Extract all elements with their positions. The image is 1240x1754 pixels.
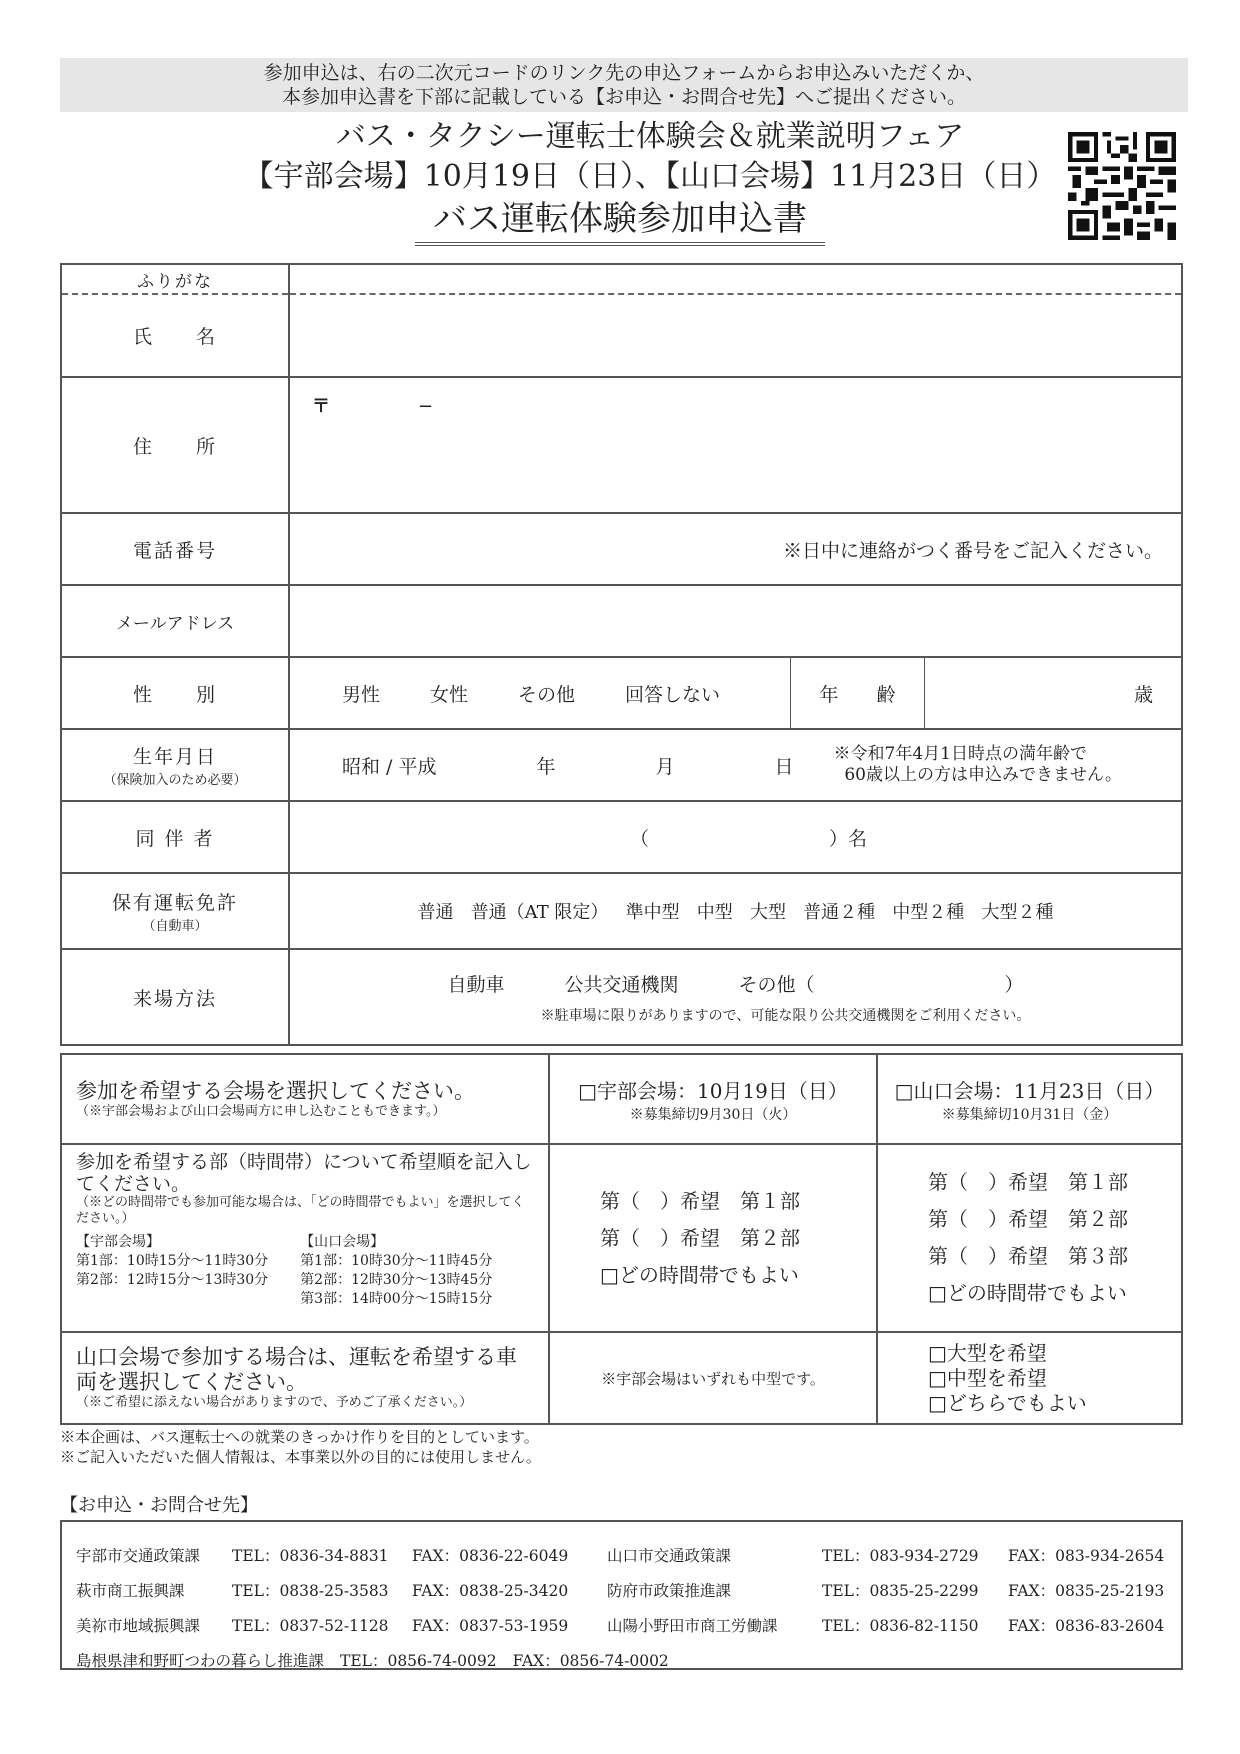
phone-label: 電話番号	[61, 513, 289, 585]
email-field[interactable]	[289, 585, 1182, 657]
license-option[interactable]: 中型	[696, 902, 733, 923]
vehicle-question	[61, 1332, 549, 1424]
contact-fax: FAX：0837-53-1959	[412, 1617, 569, 1635]
contact-heading: 【お申込・お問合せ先】	[60, 1495, 258, 1516]
timeslot-question-note: （※どの時間帯でも参加可能な場合は、「どの時間帯でもよい」を選択してください。）	[76, 1195, 525, 1226]
license-label	[61, 873, 289, 949]
notice-line-2: 本参加申込書を下部に記載している【お申込・お問合せ先】へご提出ください。	[281, 86, 966, 108]
yamaguchi-preferences	[877, 1144, 1182, 1332]
age-unit: 歳	[1133, 683, 1153, 706]
phone-field[interactable]	[289, 513, 1182, 585]
ube-pref-any[interactable]: □どの時間帯でもよい	[600, 1262, 799, 1287]
license-option[interactable]: 普通（AT 限定）	[470, 902, 609, 923]
yamaguchi-deadline: ※募集締切10月31日（金）	[941, 1106, 1118, 1123]
companion-open: （	[630, 827, 650, 850]
dob-label-text: 生年月日	[132, 746, 217, 768]
contact-org: 美祢市地域振興課	[76, 1617, 201, 1635]
contact-org: 防府市政策推進課	[607, 1582, 732, 1600]
gender-option-no-answer[interactable]: 回答しない	[625, 683, 721, 706]
footnotes	[60, 1427, 541, 1467]
visit-label: 来場方法	[61, 949, 289, 1045]
venue-option-ube[interactable]	[549, 1054, 877, 1144]
contact-fax: FAX：0836-22-6049	[412, 1547, 569, 1565]
ube-times	[76, 1233, 284, 1309]
yamaguchi-pref-2[interactable]: 第（ ）希望 第２部	[928, 1207, 1128, 1231]
yamaguchi-time-slot: 第2部：12時30分〜13時45分	[300, 1272, 493, 1288]
ube-pref-2[interactable]: 第（ ）希望 第２部	[600, 1225, 800, 1250]
timeslot-question	[61, 1144, 549, 1332]
contact-fax: FAX：083-934-2654	[1008, 1547, 1165, 1565]
yamaguchi-times	[300, 1233, 508, 1309]
dob-era[interactable]: 昭和 / 平成	[342, 755, 437, 778]
gender-label: 性 別	[61, 657, 289, 729]
venue-option-yamaguchi[interactable]	[877, 1054, 1182, 1144]
visit-option-car[interactable]: 自動車	[447, 973, 505, 996]
address-label: 住 所	[61, 377, 289, 513]
contact-org: 山口市交通政策課	[607, 1547, 732, 1565]
yamaguchi-times-title: 【山口会場】	[300, 1234, 385, 1250]
notice-line-1: 参加申込は、右の二次元コードのリンク先の申込フォームからお申込みいただくか、	[263, 62, 985, 84]
yamaguchi-time-slot: 第1部：10時30分〜11時45分	[300, 1253, 493, 1269]
age-label: 年 齢	[791, 658, 925, 728]
yamaguchi-pref-any[interactable]: □どの時間帯でもよい	[928, 1281, 1127, 1305]
contact-tel: TEL：0836-34-8831	[232, 1547, 389, 1565]
yamaguchi-checkbox-label[interactable]: □山口会場：11月23日（日）	[894, 1078, 1165, 1103]
form-title: バス運転体験参加申込書	[415, 198, 825, 246]
vehicle-options	[877, 1332, 1182, 1424]
dob-label	[61, 729, 289, 801]
contact-fax: FAX：0835-25-2193	[1008, 1582, 1165, 1600]
gender-option-male[interactable]: 男性	[342, 683, 381, 706]
dob-day: 日	[774, 755, 794, 778]
footnote: ※本企画は、バス運転士への就業のきっかけ作りを目的としています。	[60, 1428, 539, 1446]
yamaguchi-time-slot: 第3部：14時00分〜15時15分	[300, 1291, 493, 1307]
yamaguchi-pref-1[interactable]: 第（ ）希望 第１部	[928, 1170, 1128, 1194]
vehicle-question-text: 山口会場で参加する場合は、運転を希望する車両を選択してください。	[76, 1345, 517, 1394]
gender-option-other[interactable]: その他	[518, 683, 576, 706]
ube-time-slot: 第1部：10時15分〜11時30分	[76, 1253, 269, 1269]
event-title: バス・タクシー運転士体験会＆就業説明フェア	[335, 119, 965, 154]
vehicle-option-either[interactable]: □どちらでもよい	[928, 1390, 1087, 1415]
contact-tel: TEL：083-934-2729	[822, 1547, 979, 1565]
furigana-label: ふりがな	[61, 264, 289, 294]
venue-question-note: （※宇部会場および山口会場両方に申し込むこともできます。）	[76, 1103, 446, 1119]
license-option[interactable]: 大型	[749, 902, 786, 923]
license-sub-label: （自動車）	[142, 919, 208, 934]
dob-month: 月	[655, 755, 675, 778]
license-option[interactable]: 中型２種	[892, 902, 965, 923]
contact-tel: TEL：0835-25-2299	[822, 1582, 979, 1600]
visit-note: ※駐車場に限りがありますので、可能な限り公共交通機関をご利用ください。	[540, 1007, 1031, 1024]
dob-note	[834, 744, 1122, 786]
dob-note-line-1: ※令和7年4月1日時点の満年齢で	[833, 744, 1087, 764]
yamaguchi-pref-3[interactable]: 第（ ）希望 第３部	[928, 1244, 1128, 1268]
name-field[interactable]	[289, 294, 1182, 377]
postal-mark-icon: 〒	[312, 396, 330, 417]
license-option[interactable]: 準中型	[625, 902, 680, 923]
dob-year: 年	[536, 755, 556, 778]
ube-pref-1[interactable]: 第（ ）希望 第１部	[600, 1188, 800, 1213]
ube-times-title: 【宇部会場】	[76, 1234, 160, 1250]
vehicle-question-note: （※ご希望に添えない場合がありますので、予めご了承ください。）	[76, 1395, 473, 1410]
contact-fax: FAX：0836-83-2604	[1008, 1617, 1165, 1635]
contact-org: 宇部市交通政策課	[76, 1547, 201, 1565]
address-field[interactable]	[289, 377, 1182, 513]
ube-time-slot: 第2部：12時15分〜13時30分	[76, 1272, 269, 1288]
contact-tel: TEL：0837-52-1128	[232, 1617, 389, 1635]
companion-field[interactable]	[289, 801, 1182, 873]
contact-org: 山陽小野田市商工労働課	[607, 1617, 778, 1635]
license-options	[289, 873, 1182, 949]
venue-question-text: 参加を希望する会場を選択してください。	[76, 1078, 475, 1103]
furigana-field[interactable]	[289, 264, 1182, 294]
vehicle-option-large[interactable]: □大型を希望	[928, 1340, 1047, 1365]
license-option[interactable]: 普通２種	[803, 902, 876, 923]
visit-option-public-transit[interactable]: 公共交通機関	[564, 973, 679, 996]
dob-field[interactable]	[289, 729, 1182, 801]
license-label-text: 保有運転免許	[111, 892, 238, 914]
contact-tel: TEL：0836-82-1150	[822, 1617, 979, 1635]
venue-question	[61, 1054, 549, 1144]
ube-preferences	[549, 1144, 877, 1332]
qr-code-icon[interactable]	[1068, 132, 1176, 240]
event-dates: 【宇部会場】10月19日（日）、【山口会場】11月23日（日）	[243, 159, 1057, 194]
visit-option-other[interactable]: その他（ ）	[738, 973, 1024, 996]
vehicle-option-medium[interactable]: □中型を希望	[928, 1365, 1047, 1390]
phone-note: ※日中に連絡がつく番号をご記入ください。	[782, 539, 1163, 562]
venue-selection-table	[60, 1053, 1183, 1425]
ube-deadline: ※募集締切9月30日（火）	[629, 1106, 797, 1123]
license-option[interactable]: 普通	[417, 902, 454, 923]
contact-tel: TEL：0856-74-0092	[340, 1652, 497, 1670]
contacts-box	[60, 1520, 1183, 1670]
dob-sub-label: （保険加入のため必要）	[103, 773, 247, 788]
email-label: メールアドレス	[61, 585, 289, 657]
submission-notice	[60, 58, 1188, 112]
footnote: ※ご記入いただいた個人情報は、本事業以外の目的には使用しません。	[60, 1448, 541, 1466]
applicant-form	[60, 263, 1183, 1046]
license-option[interactable]: 大型２種	[981, 902, 1054, 923]
dob-note-line-2: 60歳以上の方は申込みできません。	[844, 765, 1122, 785]
timeslot-question-text: 参加を希望する部（時間帯）について希望順を記入してください。	[76, 1151, 532, 1195]
companion-close: ）名	[829, 827, 868, 850]
age-field[interactable]	[925, 658, 1181, 728]
contact-org: 萩市商工振興課	[76, 1582, 185, 1600]
contact-org: 島根県津和野町つわの暮らし推進課	[76, 1652, 325, 1670]
contact-fax: FAX：0856-74-0002	[512, 1652, 669, 1670]
name-label: 氏 名	[61, 294, 289, 377]
postal-dash: −	[418, 396, 434, 417]
ube-checkbox-label[interactable]: □宇部会場：10月19日（日）	[578, 1078, 848, 1103]
companion-label: 同 伴 者	[61, 801, 289, 873]
ube-vehicle-note: ※宇部会場はいずれも中型です。	[549, 1332, 877, 1424]
gender-option-female[interactable]: 女性	[430, 683, 469, 706]
contact-tel: TEL：0838-25-3583	[232, 1582, 389, 1600]
contact-fax: FAX：0838-25-3420	[412, 1582, 569, 1600]
